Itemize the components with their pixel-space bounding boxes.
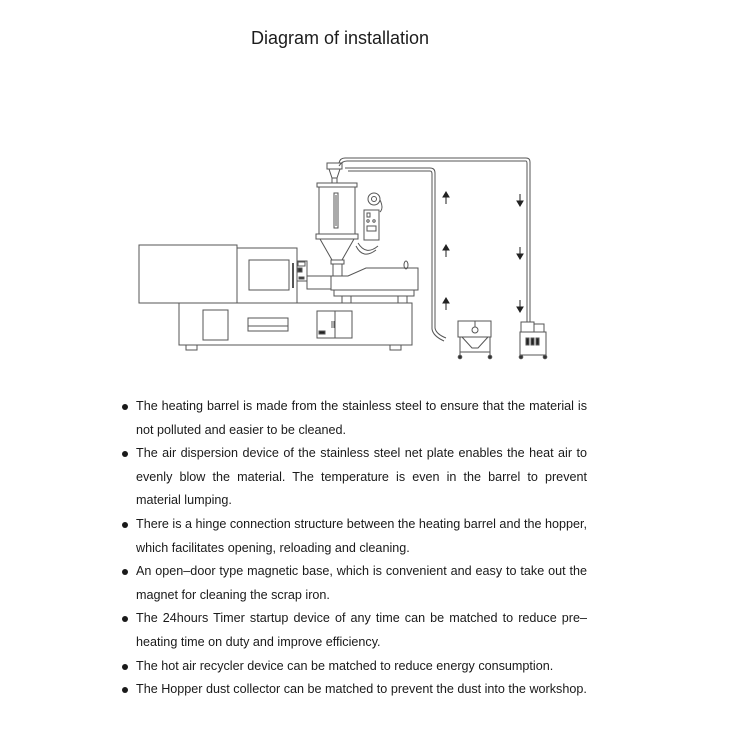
feature-item xyxy=(122,442,587,513)
injection-molding-machine xyxy=(139,245,418,350)
page-title: Diagram of installation xyxy=(250,28,430,48)
bullet-icon xyxy=(122,522,128,528)
flow-arrows xyxy=(443,192,523,312)
hopper-dryer xyxy=(316,163,358,276)
feature-item xyxy=(122,607,587,654)
bullet-icon xyxy=(122,569,128,575)
feature-text: The heating barrel is made from the stainless steel to ensure that the material is not polluted and easier to be cleaned. xyxy=(136,399,587,437)
feature-item xyxy=(122,513,587,560)
feature-text: There is a hinge connection structure between the heating barrel and the hopper, which facilitates opening, reloading and cleaning. xyxy=(136,516,587,555)
feature-text: The hot air recycler device can be matched to reduce energy consumption. xyxy=(136,658,554,673)
bullet-icon xyxy=(122,664,128,670)
feature-item xyxy=(122,655,587,679)
feature-item xyxy=(122,560,587,607)
control-box xyxy=(356,193,382,254)
feature-text: The 24hours Timer startup device of any time can be matched to reduce pre–heating time on duty and improve efficiency. xyxy=(136,611,587,649)
conveying-pipe xyxy=(339,158,530,341)
feature-item xyxy=(122,395,587,442)
bullet-icon xyxy=(122,404,128,410)
bullet-icon xyxy=(122,687,128,693)
feature-list xyxy=(122,395,587,702)
installation-diagram xyxy=(130,150,590,370)
feature-text: An open–door type magnetic base, which is convenient and easy to take out the magnet for cleaning the scrap iron. xyxy=(136,564,587,602)
feature-text: The Hopper dust collector can be matched to prevent the dust into the workshop. xyxy=(136,682,587,697)
auto-loader-unit xyxy=(519,322,547,359)
bullet-icon xyxy=(122,451,128,457)
bullet-icon xyxy=(122,616,128,622)
feature-text: The air dispersion device of the stainless steel net plate enables the heat air to evenly blow the material. The temperature is even in the barrel to prevent material lumping. xyxy=(136,446,587,508)
feature-item xyxy=(122,678,587,702)
material-storage-bin xyxy=(458,321,492,359)
